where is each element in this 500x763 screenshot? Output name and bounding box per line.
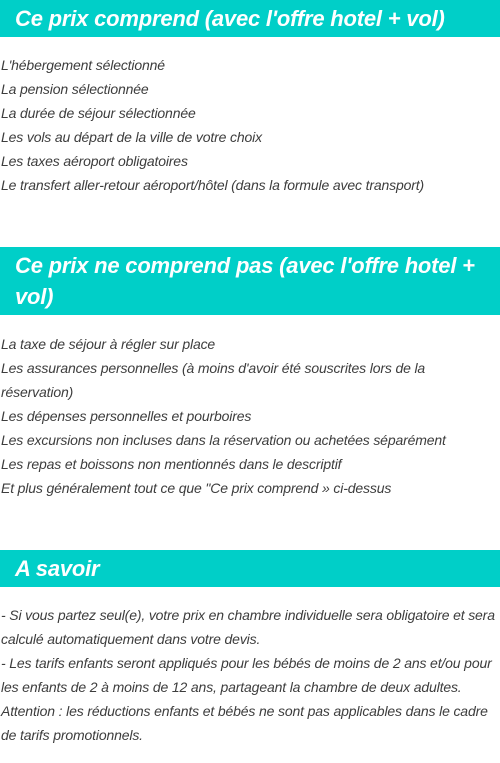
section-header-good-to-know — [0, 550, 500, 587]
list-item: Les assurances personnelles (à moins d'avoir été souscrites lors de la réservation) — [1, 360, 426, 400]
not-included-list — [0, 332, 500, 500]
section-header-included — [0, 0, 500, 37]
section-header-not-included — [0, 247, 500, 315]
section-title-included: Ce prix comprend (avec l'offre hotel + vol) — [15, 6, 445, 31]
list-item: Les excursions non incluses dans la réservation ou achetées séparément — [1, 432, 446, 448]
list-item: Les taxes aéroport obligatoires — [1, 153, 188, 169]
section-title-not-included: Ce prix ne comprend pas (avec l'offre hotel + vol) — [15, 253, 475, 309]
list-item: La pension sélectionnée — [1, 81, 149, 97]
list-item: La taxe de séjour à régler sur place — [1, 336, 216, 352]
list-item: - Les tarifs enfants seront appliqués pour les bébés de moins de 2 ans et/ou pour les enfants de 2 à moins de 12 ans, partageant la chambre de deux adultes. — [1, 655, 492, 695]
included-list — [0, 53, 500, 197]
list-item: La durée de séjour sélectionnée — [1, 105, 196, 121]
list-item: Et plus généralement tout ce que "Ce prix comprend » ci-dessus — [1, 480, 392, 496]
section-title-good-to-know: A savoir — [15, 556, 100, 581]
list-item: Attention : les réductions enfants et bébés ne sont pas applicables dans le cadre de tarifs promotionnels. — [1, 703, 488, 743]
good-to-know-list — [0, 603, 500, 747]
list-item: L'hébergement sélectionné — [1, 57, 165, 73]
list-item: Le transfert aller-retour aéroport/hôtel (dans la formule avec transport) — [1, 177, 425, 193]
list-item: Les vols au départ de la ville de votre choix — [1, 129, 262, 145]
list-item: Les repas et boissons non mentionnés dans le descriptif — [1, 456, 342, 472]
list-item: Les dépenses personnelles et pourboires — [1, 408, 252, 424]
list-item: - Si vous partez seul(e), votre prix en chambre individuelle sera obligatoire et sera calculé automatiquement dans votre devis. — [1, 607, 495, 647]
